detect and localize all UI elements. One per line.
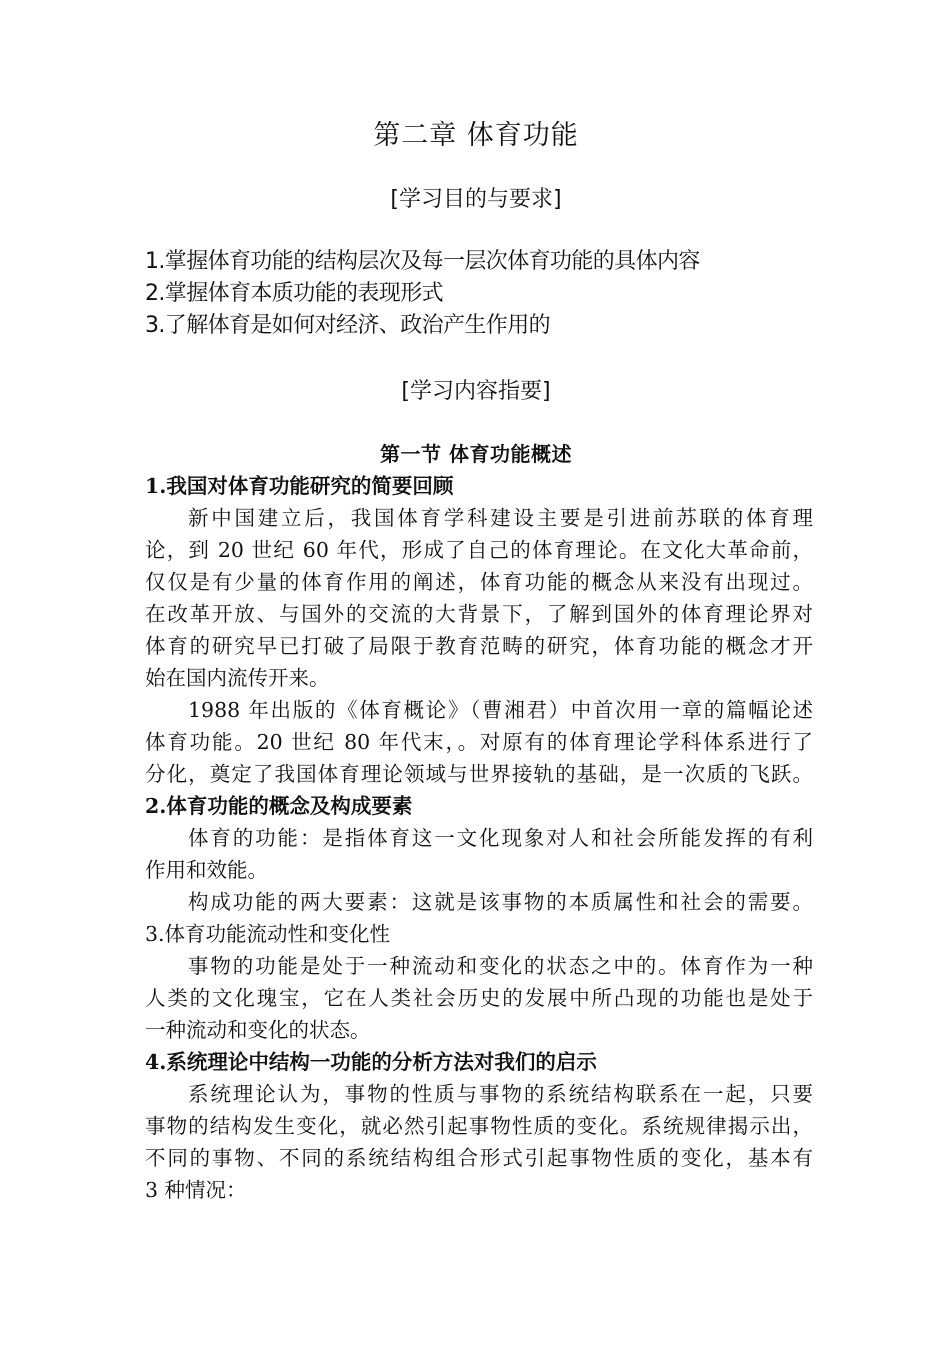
content-heading: [学习内容指要] xyxy=(401,379,551,404)
paragraph-line: 一种流动和变化的状态。 xyxy=(145,1018,371,1042)
paragraph-line: 论，到 20 世纪 60 年代，形成了自己的体育理论。在文化大革命前， xyxy=(145,538,813,562)
paragraph-line: 人类的文化瑰宝，它在人类社会历史的发展中所凸现的功能也是处于 xyxy=(145,986,813,1010)
subsection-heading-1: 1.我国对体育功能研究的简要回顾 xyxy=(145,474,454,498)
paragraph-line: 构成功能的两大要素：这就是该事物的本质属性和社会的需要。 xyxy=(188,890,813,914)
subsection-heading-2: 2.体育功能的概念及构成要素 xyxy=(145,794,413,818)
paragraph-line: 事物的结构发生变化，就必然引起事物性质的变化。系统规律揭示出， xyxy=(145,1114,813,1138)
paragraph-line: 新中国建立后，我国体育学科建设主要是引进前苏联的体育理 xyxy=(188,506,813,530)
paragraph-line: 系统理论认为，事物的性质与事物的系统结构联系在一起，只要 xyxy=(188,1082,813,1106)
paragraph-line: 不同的事物、不同的系统结构组合形式引起事物性质的变化，基本有 xyxy=(145,1146,813,1170)
paragraph-line: 3 种情况： xyxy=(145,1178,247,1202)
paragraph-line: 事物的功能是处于一种流动和变化的状态之中的。体育作为一种 xyxy=(188,954,813,978)
chapter-title: 第二章 体育功能 xyxy=(373,120,579,151)
paragraph-line: 体育的研究早已打破了局限于教育范畴的研究，体育功能的概念才开 xyxy=(145,634,813,658)
paragraph-line: 在改革开放、与国外的交流的大背景下，了解到国外的体育理论界对 xyxy=(145,602,813,626)
subsection-heading-4: 4.系统理论中结构一功能的分析方法对我们的启示 xyxy=(145,1050,597,1074)
paragraph-line: 1988 年出版的《体育概论》（曹湘君）中首次用一章的篇幅论述 xyxy=(188,698,813,722)
subsection-heading-3: 3.体育功能流动性和变化性 xyxy=(145,922,391,946)
objective-item: 1.掌握体育功能的结构层次及每一层次体育功能的具体内容 xyxy=(145,249,700,274)
paragraph-line: 体育的功能：是指体育这一文化现象对人和社会所能发挥的有利 xyxy=(188,826,813,850)
paragraph-line: 分化，奠定了我国体育理论领域与世界接轨的基础，是一次质的飞跃。 xyxy=(145,762,813,786)
objective-item: 2.掌握体育本质功能的表现形式 xyxy=(145,281,443,306)
paragraph-line: 作用和效能。 xyxy=(145,858,268,882)
paragraph-line: 仅仅是有少量的体育作用的阐述，体育功能的概念从来没有出现过。 xyxy=(145,570,813,594)
paragraph-line: 体育功能。20 世纪 80 年代末，。对原有的体育理论学科体系进行了 xyxy=(145,730,813,754)
body-text xyxy=(145,470,813,1206)
objective-item: 3.了解体育是如何对经济、政治产生作用的 xyxy=(145,313,550,338)
paragraph-line: 始在国内流传开来。 xyxy=(145,666,330,690)
objectives-heading: [学习目的与要求] xyxy=(390,187,562,212)
section-title: 第一节 体育功能概述 xyxy=(380,442,572,466)
objectives-list xyxy=(145,246,825,342)
